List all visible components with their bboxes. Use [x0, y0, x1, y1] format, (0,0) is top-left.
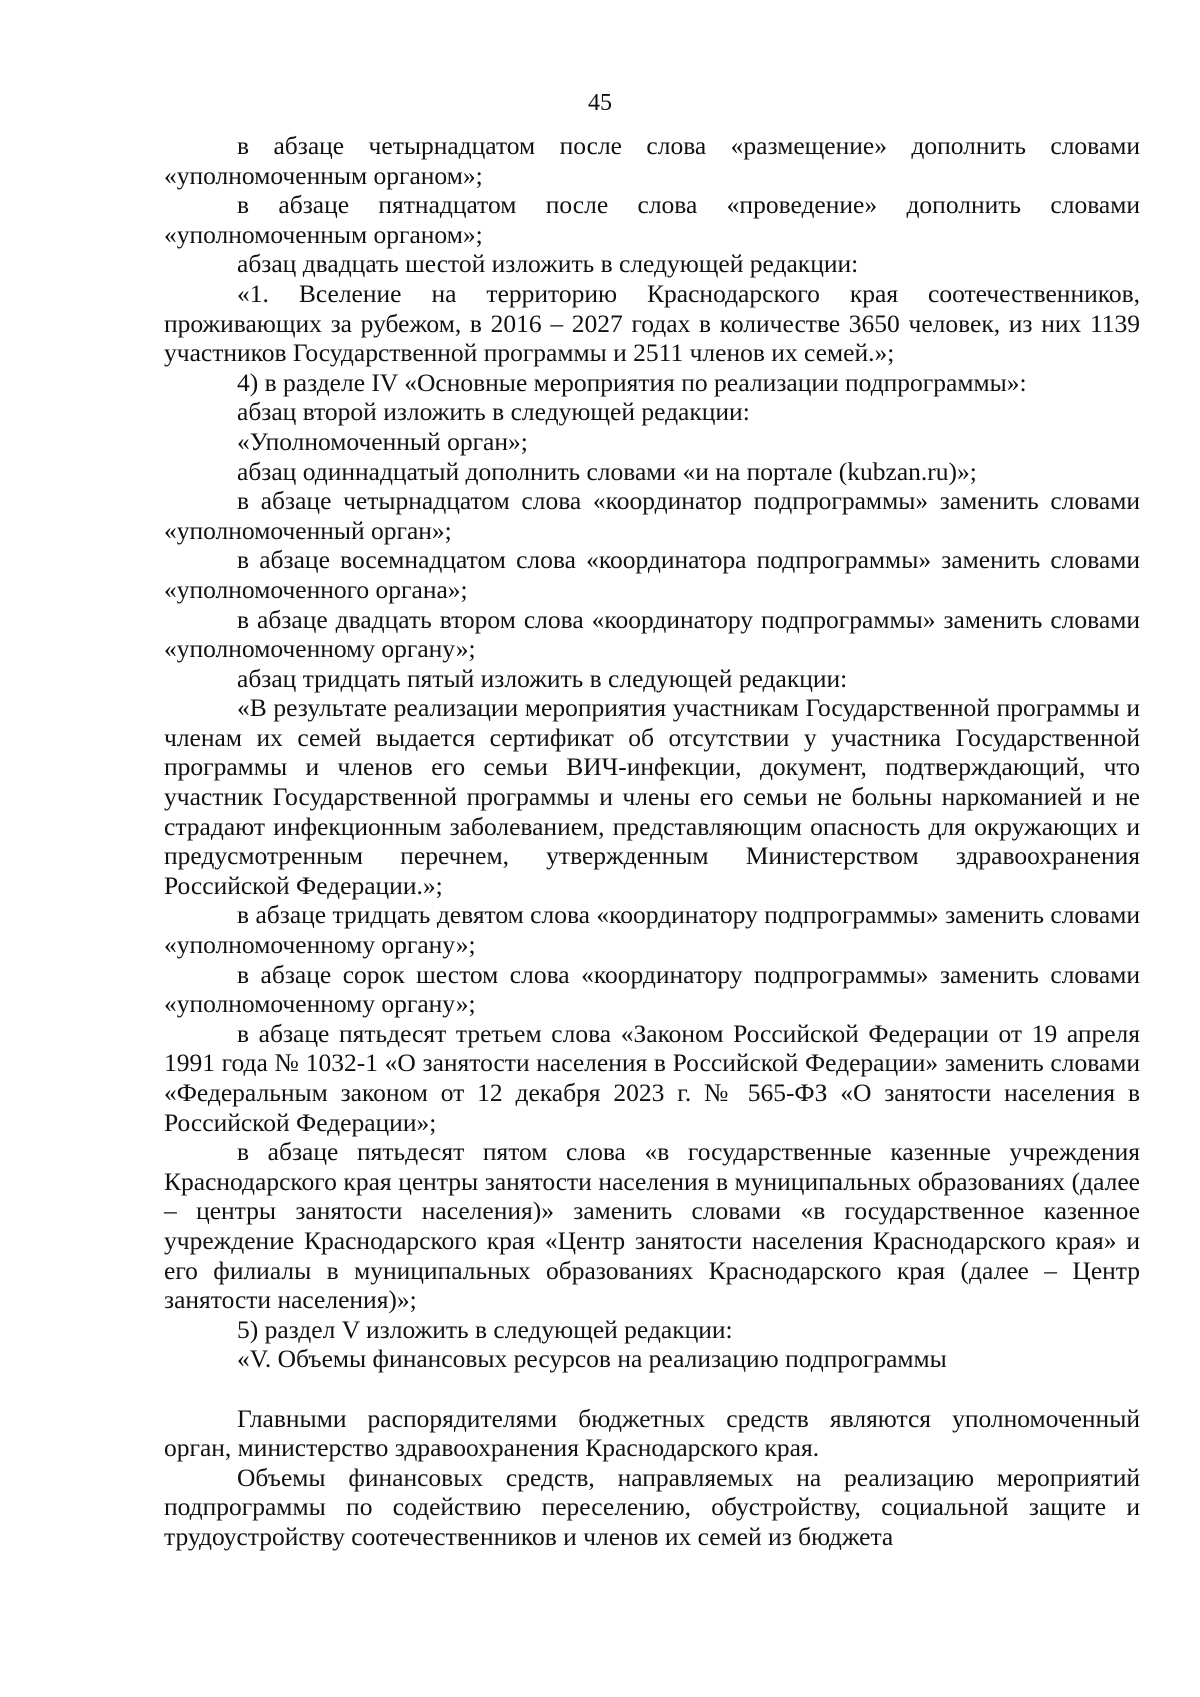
paragraph: в абзаце пятьдесят третьем слова «Законом Российской Федерации от 19 апреля 1991 года № 1032-1 «О занятости населения в Российской Федерации» заменить словами «Федеральным законом от 12 декабря 2023 г. № 565-ФЗ «О занятости населения в Российской Федерации»;	[164, 1018, 1140, 1137]
paragraph: в абзаце тридцать девятом слова «координатору подпрограммы» заменить словами «уполномоченному органу»;	[164, 900, 1140, 960]
paragraph: 4) в разделе IV «Основные мероприятия по реализации подпрограммы»:	[237, 367, 1027, 397]
paragraph: абзац одиннадцатый дополнить словами «и на портале (kubzan.ru)»;	[237, 456, 977, 486]
paragraph: абзац тридцать пятый изложить в следующей редакции:	[237, 663, 848, 693]
paragraph: «Уполномоченный орган»;	[237, 426, 528, 456]
paragraph: абзац второй изложить в следующей редакции:	[237, 397, 750, 427]
paragraph: в абзаце четырнадцатом слова «координатор подпрограммы» заменить словами «уполномоченный орган»;	[164, 486, 1140, 545]
paragraph: Главными распорядителями бюджетных средств являются уполномоченный орган, министерство здравоохранения Краснодарского края.	[164, 1403, 1140, 1463]
paragraph: «В результате реализации мероприятия участникам Государственной программы и членам их семей выдается сертификат об отсутствии у участника Государственной программы и членов его семьи ВИЧ-инфекции, документ, подтверждающий, что участник Государственной программы и члены его семьи не больны наркоманией и не страдают инфекционным заболеванием, представляющим опасность для окружающих и предусмотренным перечнем, утвержденным Министерством здравоохранения Российской Федерации.»;	[164, 693, 1140, 900]
paragraph: абзац двадцать шестой изложить в следующей редакции:	[237, 249, 859, 279]
paragraph: в абзаце восемнадцатом слова «координатора подпрограммы» заменить словами «уполномоченного органа»;	[164, 545, 1140, 604]
paragraph: «1. Вселение на территорию Краснодарского края соотечественников, проживающих за рубежом, в 2016 – 2027 годах в количестве 3650 человек, из них 1139 участников Государственной программы и 2511 членов их семей.»;	[164, 278, 1140, 368]
paragraph: в абзаце пятнадцатом после слова «проведение» дополнить словами «уполномоченным органом»;	[164, 190, 1140, 249]
paragraph: в абзаце пятьдесят пятом слова «в государственные казенные учреждения Краснодарского края центры занятости населения в муниципальных образованиях (далее – центры занятости населения)» заменить словами «в государственное казенное учреждение Краснодарского края «Центр занятости населения Краснодарского края» и его филиалы в муниципальных образованиях Краснодарского края (далее – Центр занятости населения)»;	[164, 1137, 1140, 1315]
document-body	[164, 131, 1140, 1552]
page-number: 45	[588, 90, 612, 116]
paragraph: 5) раздел V изложить в следующей редакции:	[237, 1314, 733, 1344]
section-heading: «V. Объемы финансовых ресурсов на реализацию подпрограммы	[237, 1344, 947, 1374]
paragraph: в абзаце двадцать втором слова «координатору подпрограммы» заменить словами «уполномоченному органу»;	[164, 604, 1140, 664]
paragraph: в абзаце сорок шестом слова «координатору подпрограммы» заменить словами «уполномоченному органу»;	[164, 959, 1140, 1019]
paragraph: Объемы финансовых средств, направляемых на реализацию мероприятий подпрограммы по содействию переселению, обустройству, социальной защите и трудоустройству соотечественников и членов их семей из бюджета	[164, 1462, 1140, 1551]
paragraph: в абзаце четырнадцатом после слова «размещение» дополнить словами «уполномоченным органом»;	[164, 131, 1140, 190]
